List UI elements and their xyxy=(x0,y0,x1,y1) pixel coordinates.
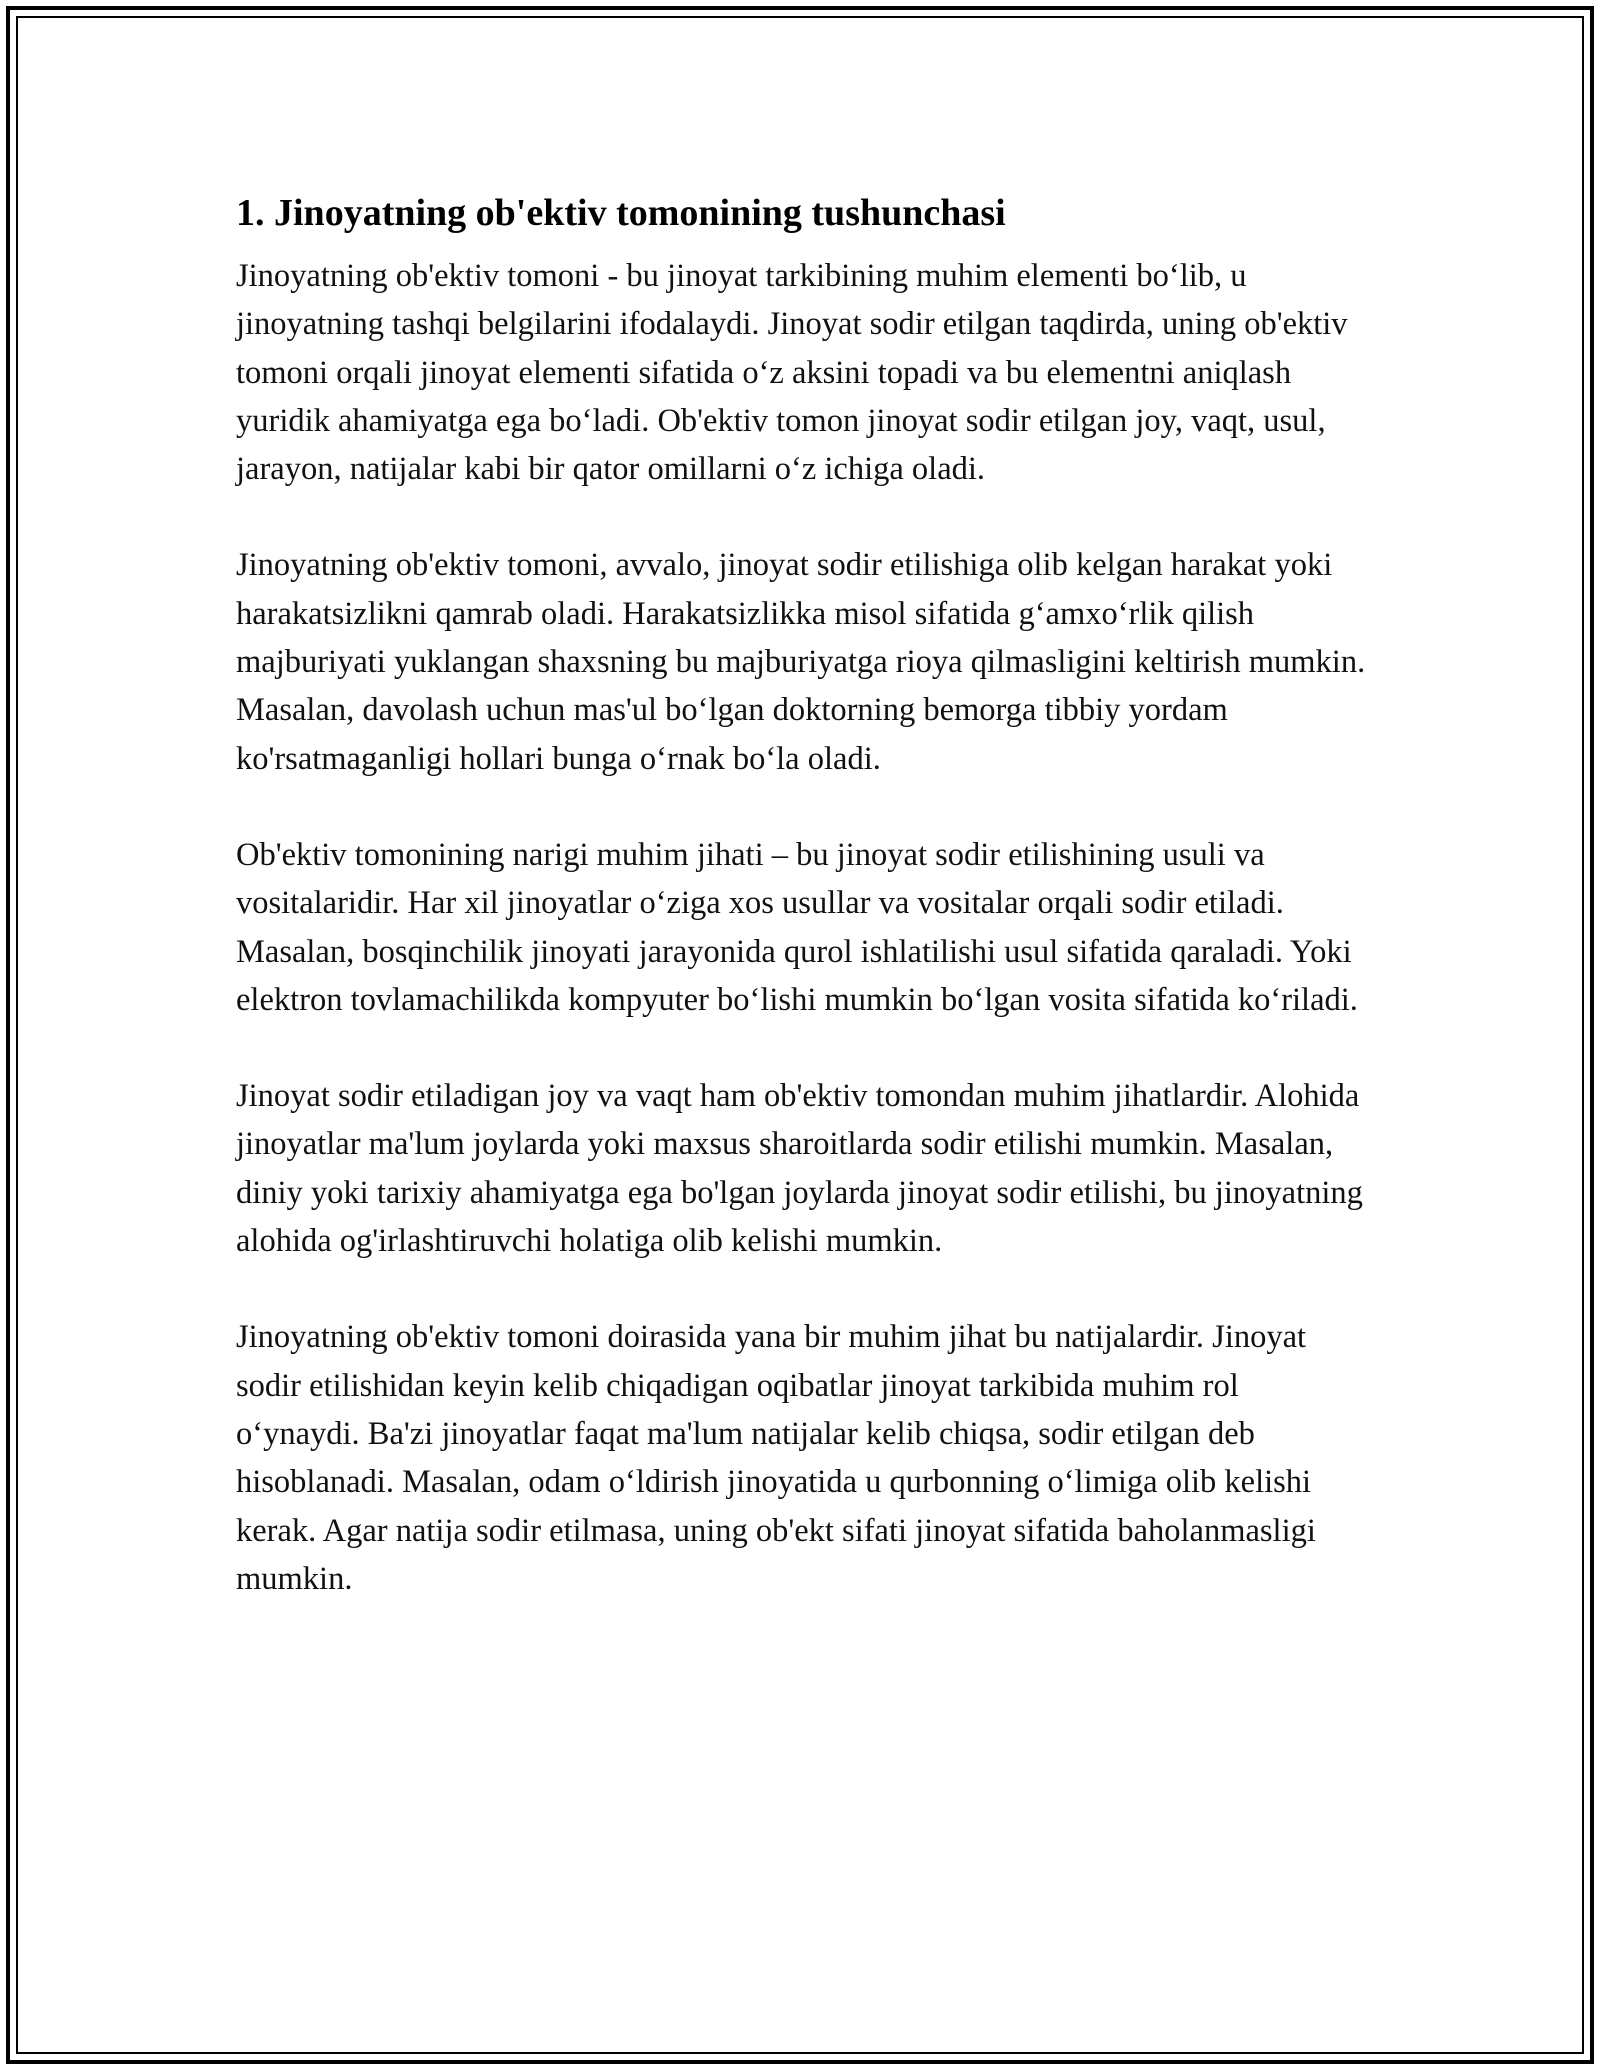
paragraph-1: Jinoyatning ob'ektiv tomoni - bu jinoyat tarkibining muhim elementi bo‘lib, u jinoyatning tashqi belgilarini ifodalaydi. Jinoyat sodir etilgan taqdirda, uning ob'ektiv tomoni orqali jinoyat elementi sifatida o‘z aksini topadi va bu elementni aniqlash yuridik ahamiyatga ega bo‘ladi. Ob'ektiv tomon jinoyat sodir etilgan joy, vaqt, usul, jarayon, natijalar kabi bir qator omillarni o‘z ichiga oladi. xyxy=(236,258,1348,488)
paragraph-3: Ob'ektiv tomonining narigi muhim jihati – bu jinoyat sodir etilishining usuli va vositalaridir. Har xil jinoyatlar o‘ziga xos usullar va vositalar orqali sodir etiladi. Masalan, bosqinchilik jinoyati jarayonida qurol ishlatilishi usul sifatida qaraladi. Yoki elektron tovlamachilikda kompyuter bo‘lishi mumkin bo‘lgan vosita sifatida ko‘riladi. xyxy=(236,836,1358,1018)
paragraph-5: Jinoyatning ob'ektiv tomoni doirasida yana bir muhim jihat bu natijalardir. Jinoyat sodir etilishidan keyin kelib chiqadigan oqibatlar jinoyat tarkibida muhim rol o‘ynaydi. Ba'zi jinoyatlar faqat ma'lum natijalar kelib chiqsa, sodir etilgan deb hisoblanadi. Masalan, odam o‘ldirish jinoyatida u qurbonning o‘limiga olib kelishi kerak. Agar natija sodir etilmasa, uning ob'ekt sifati jinoyat sifatida baholanmasligi mumkin. xyxy=(236,1319,1316,1597)
document-body xyxy=(236,188,1366,1651)
paragraph-4: Jinoyat sodir etiladigan joy va vaqt ham ob'ektiv tomondan muhim jihatlardir. Alohida jinoyatlar ma'lum joylarda yoki maxsus sharoitlarda sodir etilishi mumkin. Masalan, diniy yoki tarixiy ahamiyatga ega bo'lgan joylarda jinoyat sodir etilishi, bu jinoyatning alohida og'irlashtiruvchi holatiga olib kelishi mumkin. xyxy=(236,1078,1363,1260)
page-title: 1. Jinoyatning ob'ektiv tomonining tushunchasi xyxy=(236,192,1006,234)
paragraph-2: Jinoyatning ob'ektiv tomoni, avvalo, jinoyat sodir etilishiga olib kelgan harakat yoki harakatsizlikni qamrab oladi. Harakatsizlikka misol sifatida g‘amxo‘rlik qilish majburiyati yuklangan shaxsning bu majburiyatga rioya qilmasligini keltirish mumkin. Masalan, davolash uchun mas'ul bo‘lgan doktorning bemorga tibbiy yordam ko'rsatmaganligi hollari bunga o‘rnak bo‘la oladi. xyxy=(236,547,1366,777)
